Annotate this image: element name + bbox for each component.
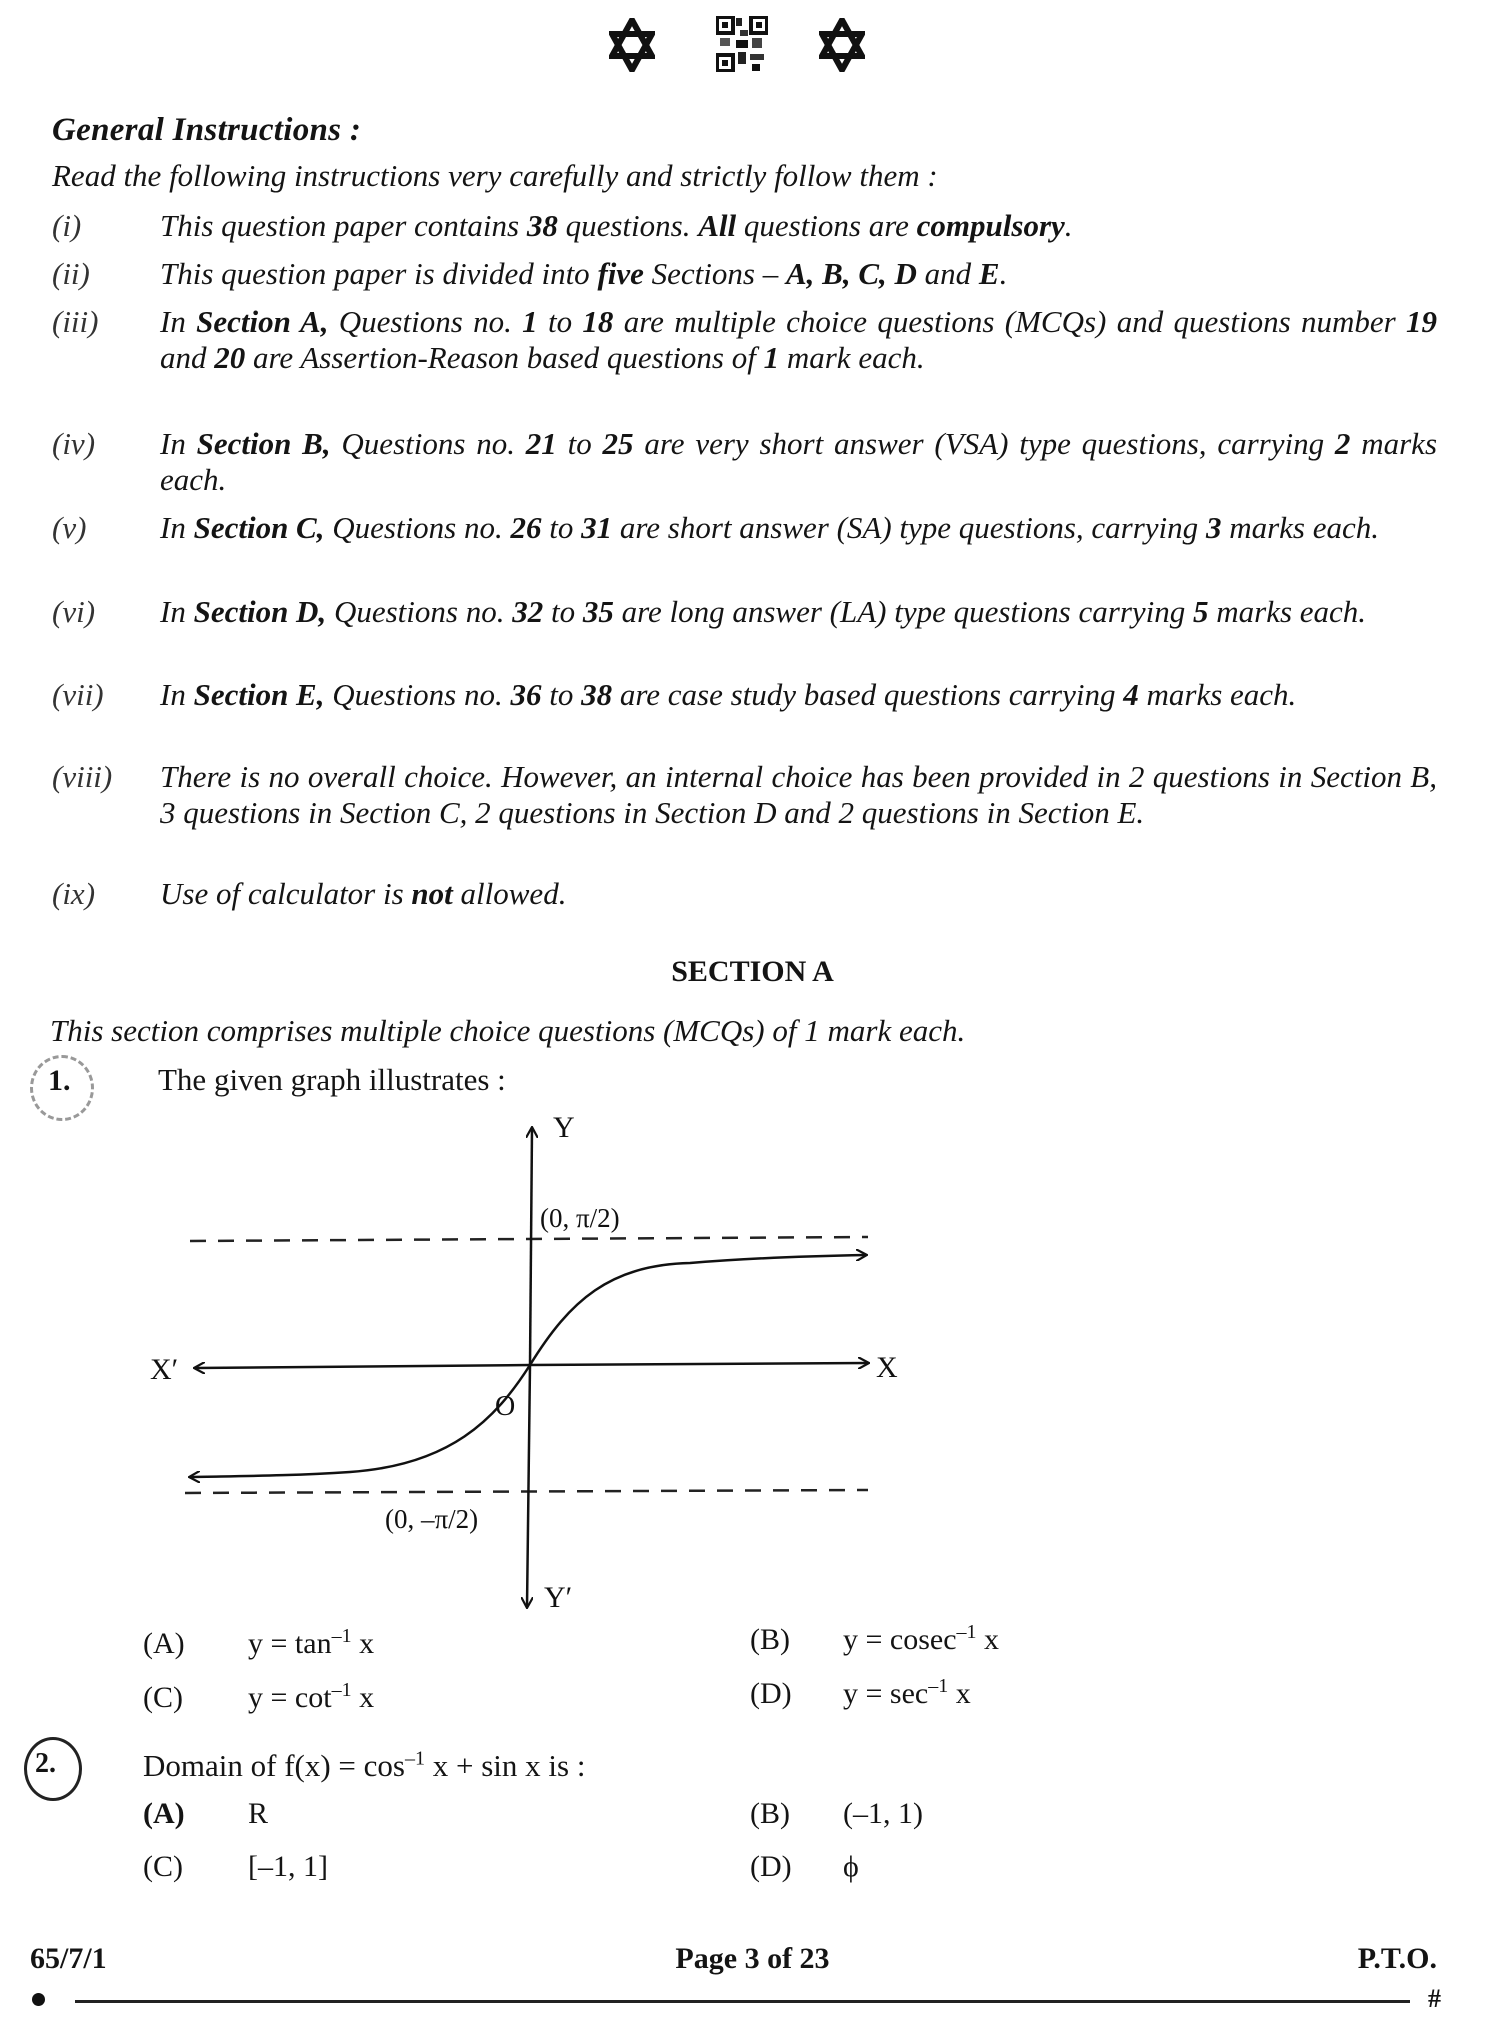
general-instructions-title: General Instructions : <box>52 112 362 148</box>
star-of-david-icon <box>819 18 865 72</box>
page-number: Page 3 of 23 <box>675 1942 830 1975</box>
instruction-item <box>52 594 1437 630</box>
y-negative-axis <box>527 1365 530 1607</box>
instruction-text: There is no overall choice. However, an internal choice has been provided in 2 questions in Section B, 3 questions in Section C, 2 questions in Section D and 2 questions in Section E. <box>160 759 1437 830</box>
instruction-text: In Section D, Questions no. 32 to 35 are long answer (LA) type questions carrying 5 marks each. <box>160 594 1367 629</box>
option-b[interactable] <box>750 1623 999 1657</box>
option-d[interactable] <box>750 1850 859 1884</box>
y-neg-axis-label: Y′ <box>544 1581 573 1610</box>
question-text <box>143 1748 585 1784</box>
curve-left <box>190 1365 530 1477</box>
option-text: [–1, 1] <box>248 1850 328 1883</box>
option-a[interactable] <box>143 1797 268 1831</box>
instruction-number: (viii) <box>52 759 113 794</box>
instruction-number: (i) <box>52 208 82 243</box>
instruction-number: (v) <box>52 510 87 545</box>
option-text: ϕ <box>843 1850 859 1883</box>
instruction-text: This question paper contains 38 questions. All questions are compulsory. <box>160 208 1073 243</box>
option-b[interactable] <box>750 1797 923 1831</box>
instruction-text: In Section C, Questions no. 26 to 31 are short answer (SA) type questions, carrying 3 marks each. <box>160 510 1379 545</box>
option-text: x <box>948 1677 971 1710</box>
option-a[interactable] <box>143 1627 374 1661</box>
option-text: x <box>976 1623 1000 1656</box>
question-text-part: x + sin x is : <box>424 1748 586 1783</box>
instruction-number: (iv) <box>52 426 96 461</box>
option-text: (–1, 1) <box>843 1797 923 1830</box>
pto-label: P.T.O. <box>1357 1942 1437 1975</box>
option-label: (D) <box>750 1677 792 1710</box>
option-superscript: –1 <box>331 1625 352 1647</box>
y-positive-axis <box>530 1128 532 1365</box>
question-number: 2. <box>35 1748 56 1779</box>
origin-label: O <box>495 1391 516 1422</box>
instruction-text: In Section E, Questions no. 36 to 38 are case study based questions carrying 4 marks each. <box>160 677 1297 712</box>
instruction-text: In Section A, Questions no. 1 to 18 are multiple choice questions (MCQs) and questions number 19 and 20 are Assertion-Reason based questions of 1 mark each. <box>160 304 1437 375</box>
footer-rule <box>75 2000 1410 2003</box>
paper-code: 65/7/1 <box>30 1942 107 1975</box>
inverse-tangent-graph <box>150 1110 930 1610</box>
option-superscript: –1 <box>331 1679 352 1701</box>
option-c[interactable] <box>143 1850 328 1884</box>
instruction-item <box>52 426 1437 498</box>
question-text-part: Domain of f(x) = cos <box>143 1748 405 1783</box>
section-title: SECTION A <box>671 955 834 988</box>
y-axis-label: Y <box>553 1111 575 1144</box>
instruction-item <box>52 304 1437 376</box>
option-text: x <box>351 1627 375 1660</box>
option-label: (C) <box>143 1681 183 1714</box>
lower-asymptote-line <box>185 1490 868 1493</box>
x-positive-axis <box>530 1363 868 1365</box>
section-subtitle: This section comprises multiple choice questions (MCQs) of 1 mark each. <box>50 1013 966 1048</box>
x-neg-axis-label: X′ <box>150 1353 179 1386</box>
option-label: (A) <box>143 1797 185 1830</box>
curve-right <box>530 1255 866 1365</box>
qr-code-icon <box>716 16 768 72</box>
general-instructions-subtitle: Read the following instructions very carefully and strictly follow them : <box>52 158 938 193</box>
instruction-text: In Section B, Questions no. 21 to 25 are very short answer (VSA) type questions, carrying 2 marks each. <box>160 426 1438 497</box>
option-label: (B) <box>750 1623 790 1656</box>
instruction-number: (iii) <box>52 304 99 339</box>
instruction-item <box>52 759 1437 831</box>
instruction-text: Use of calculator is not allowed. <box>160 876 567 911</box>
instruction-item <box>52 208 1437 244</box>
option-text: y = sec <box>843 1677 929 1710</box>
instruction-item <box>52 876 1437 912</box>
option-text: R <box>248 1797 269 1830</box>
upper-asymptote-label: (0, π/2) <box>540 1203 620 1233</box>
option-label: (A) <box>143 1627 185 1660</box>
question-text: The given graph illustrates : <box>158 1062 506 1097</box>
instruction-item <box>52 510 1437 546</box>
instruction-number: (ii) <box>52 256 90 291</box>
instruction-number: (vi) <box>52 594 96 629</box>
option-text: y = tan <box>248 1627 332 1660</box>
option-d[interactable] <box>750 1677 971 1711</box>
footer-hash: # <box>1428 1984 1441 2013</box>
option-text: y = cosec <box>843 1623 957 1656</box>
option-superscript: –1 <box>956 1621 977 1643</box>
star-of-david-icon <box>609 18 655 72</box>
upper-asymptote-line <box>190 1237 868 1241</box>
question-number: 1. <box>48 1064 71 1097</box>
option-label: (D) <box>750 1850 792 1883</box>
lower-asymptote-label: (0, –π/2) <box>385 1504 479 1534</box>
instruction-text: This question paper is divided into five Sections – A, B, C, D and E. <box>160 256 1008 291</box>
option-c[interactable] <box>143 1681 374 1715</box>
x-negative-axis <box>195 1365 530 1368</box>
option-label: (C) <box>143 1850 183 1883</box>
option-text: x <box>351 1681 375 1714</box>
option-label: (B) <box>750 1797 790 1830</box>
question-superscript: –1 <box>404 1747 425 1770</box>
option-text: y = cot <box>248 1681 332 1714</box>
instruction-number: (ix) <box>52 876 96 911</box>
instruction-item <box>52 677 1437 713</box>
instruction-number: (vii) <box>52 677 104 712</box>
option-superscript: –1 <box>928 1675 949 1697</box>
footer-bullet <box>32 1993 45 2006</box>
x-axis-label: X <box>876 1351 898 1384</box>
instruction-item <box>52 256 1437 292</box>
